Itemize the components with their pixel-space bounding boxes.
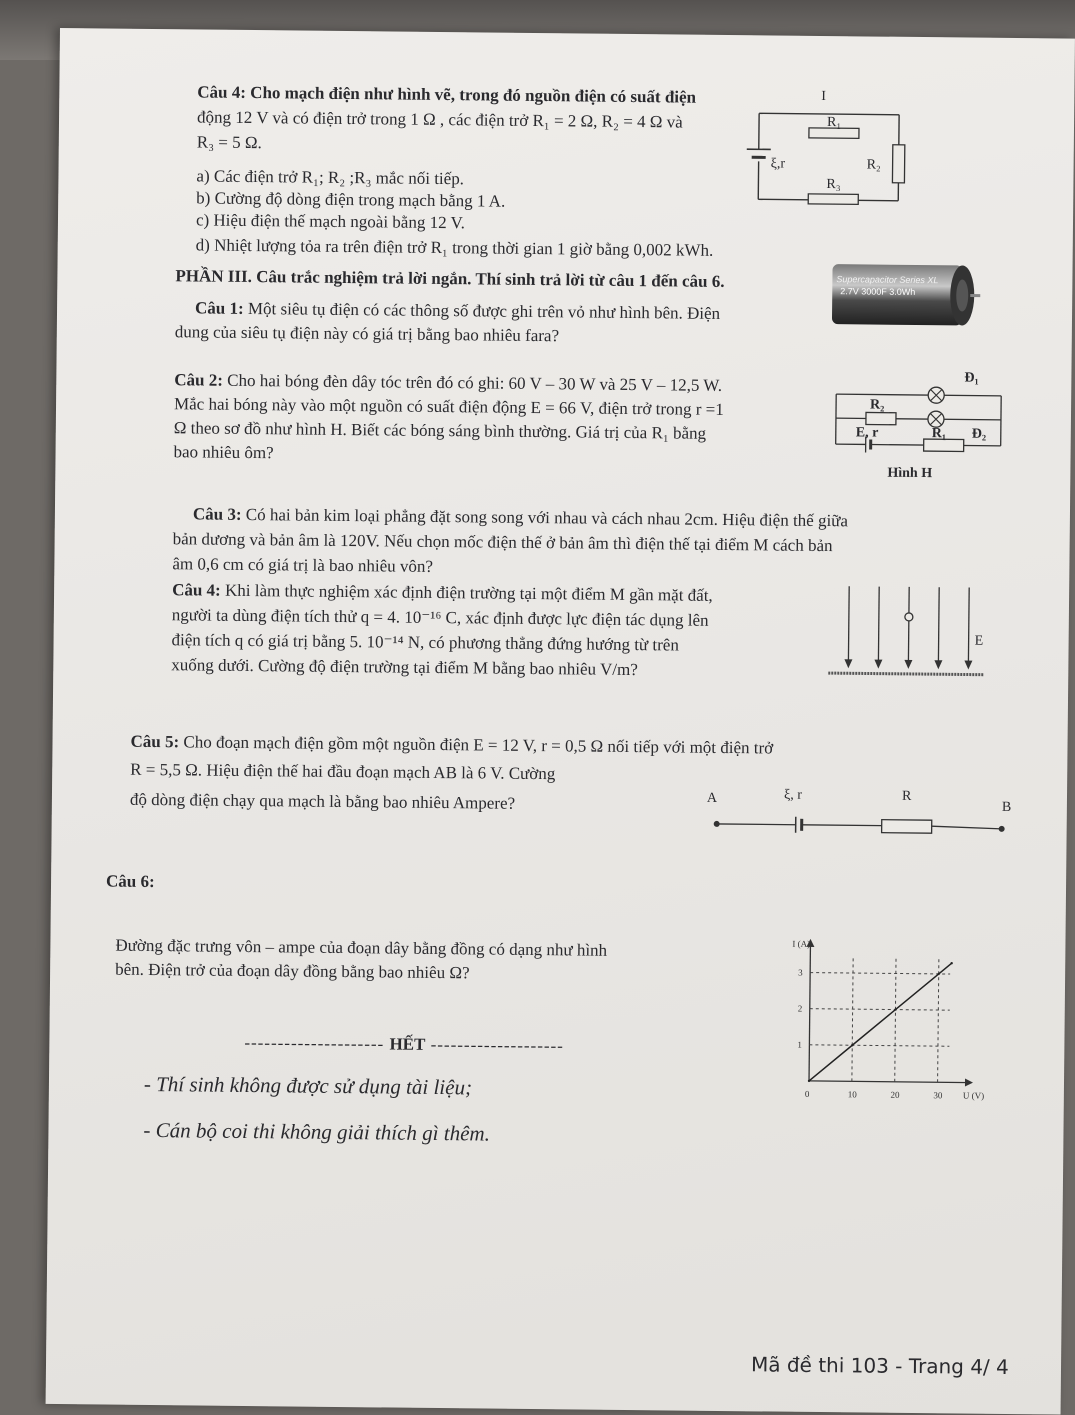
d2-label: Đ₂ (972, 427, 986, 442)
q4-line4: xuống dưới. Cường độ điện trường tại điểm M bằng bao nhiêu V/m? (171, 654, 638, 681)
x-tick-label: 20 (891, 1090, 901, 1100)
q2-line4: bao nhiêu ôm? (173, 441, 273, 464)
x-gridline (895, 958, 896, 1081)
resistor-r (882, 820, 932, 834)
x-axis-arrow (965, 1079, 973, 1087)
r2-label: R₂ (870, 398, 884, 413)
q4-prev-line1: Câu 4: Cho mạch điện như hình vẽ, trong đó nguồn điện có suất điện (197, 81, 696, 108)
ab-circuit-diagram (702, 780, 1023, 843)
point-a-label: A (707, 791, 718, 806)
field-label: E (975, 634, 984, 649)
x-tick-label: 10 (848, 1089, 858, 1099)
source-label: E, r (856, 425, 879, 440)
circuit-diagram-hinh-h (825, 366, 1016, 488)
x-tick-label: 0 (805, 1089, 810, 1099)
end-note-2: - Cán bộ coi thi không giải thích gì thêm. (143, 1117, 490, 1147)
ground-surface (828, 673, 983, 675)
resistor-r2 (892, 145, 904, 183)
y-gridline (810, 1009, 950, 1010)
q5-line3: độ dòng điện chạy qua mạch là bằng bao nhiêu Ampere? (130, 789, 515, 815)
va-characteristic-chart (769, 930, 981, 1102)
y-axis (809, 941, 810, 1081)
x-gridline (938, 959, 939, 1082)
q3-line1: Câu 3: Có hai bản kim loại phẳng đặt song song với nhau và cách nhau 2cm. Hiệu điện thế giữa (193, 503, 848, 532)
point-b-label: B (1002, 800, 1012, 815)
y-axis-label: I (A) (792, 939, 810, 949)
electric-field-diagram (828, 581, 989, 688)
end-note-1: - Thí sinh không được sử dụng tài liệu; (144, 1071, 472, 1100)
capacitor-series-label: Supercapacitor Series XL (836, 274, 938, 285)
exam-page (46, 28, 1075, 1415)
q4-line1: Câu 4: Khi làm thực nghiệm xác định điện trường tại một điểm M gần mặt đất, (172, 579, 713, 607)
q2-line3: Ω theo sơ đồ như hình H. Biết các bóng sáng bình thường. Giá trị của R₁ bằng (174, 417, 707, 445)
q6-label: Câu 6: (106, 871, 155, 894)
figure-caption: Hình H (887, 466, 932, 481)
d1-label: Đ₁ (964, 370, 978, 385)
q4-prev-option-c: c) Hiệu điện thế mạch ngoài bằng 12 V. (196, 209, 465, 234)
q4-prev-line2: động 12 V và có điện trở trong 1 Ω , các điện trở R₁ = 2 Ω, R₂ = 4 Ω và (197, 106, 683, 133)
source-label: ξ,r (771, 156, 786, 171)
source-label: ξ, r (784, 788, 802, 803)
end-title: HẾT (389, 1035, 425, 1054)
supercapacitor-image (822, 246, 983, 338)
x-axis (809, 1081, 971, 1083)
capacitor-rating-label: 2.7V 3000F 3.0Wh (840, 286, 915, 297)
q4-line3: điện tích q có giá trị bằng 5. 10⁻¹⁴ N, có phương thẳng đứng hướng từ trên (171, 629, 679, 656)
y-tick-label: 3 (798, 967, 803, 977)
resistor-r2 (866, 412, 896, 424)
q6-line2: bên. Điện trở của đoạn dây đồng bằng bao nhiêu Ω? (115, 959, 470, 985)
q4-prev-option-d: d) Nhiệt lượng tỏa ra trên điện trở R₁ trong thời gian 1 giờ bằng 0,002 kWh. (196, 234, 714, 261)
resistor-label: R (902, 789, 912, 804)
q1-line1: Câu 1: Một siêu tụ điện có các thông số được ghi trên vỏ như hình bên. Điện (195, 297, 720, 324)
part3-title: PHẦN III. Câu trắc nghiệm trả lời ngắn. (175, 266, 471, 288)
q6-line1: Đường đặc trưng vôn – ampe của đoạn dây bằng đồng có dạng như hình (115, 935, 607, 962)
q3-line3: âm 0,6 cm có giá trị là bao nhiêu vôn? (172, 553, 433, 578)
y-gridline (810, 973, 950, 974)
r3-label: R₃ (826, 177, 840, 192)
q2-line1: Câu 2: Cho hai bóng đèn dây tóc trên đó có ghi: 60 V – 30 W và 25 V – 12,5 W. (174, 369, 722, 397)
r2-label: R₂ (867, 157, 881, 172)
part3-instruction: Thí sinh trả lời từ câu 1 đến câu 6. (471, 269, 724, 291)
q5-line1: Câu 5: Cho đoạn mạch điện gồm một nguồn điện E = 12 V, r = 0,5 Ω nối tiếp với một điện trở (130, 731, 773, 760)
q4-prev-option-b: b) Cường độ dòng điện trong mạch bằng 1 A. (196, 187, 505, 212)
q2-line2: Mắc hai bóng này vào một nguồn có suất điện động E = 66 V, điện trở trong r =1 (174, 393, 724, 421)
terminal-a (714, 821, 720, 827)
q5-line2: R = 5,5 Ω. Hiệu điện thế hai đầu đoạn mạch AB là 6 V. Cường (130, 759, 555, 785)
q1-line2: dung của siêu tụ điện này có giá trị bằng bao nhiêu fara? (175, 321, 559, 347)
q3-line2: bản dương và bản âm là 120V. Nếu chọn mốc điện thế ở bản âm thì điện thế tại điểm M cách bản (173, 528, 833, 557)
q4-prev-option-a: a) Các điện trở R₁; R₂ ;R₃ mắc nối tiếp. (196, 165, 464, 190)
r1-label: R₁ (827, 115, 841, 130)
y-gridline (809, 1045, 949, 1046)
x-gridline (852, 958, 853, 1081)
test-charge-m (905, 613, 913, 621)
resistor-r3 (808, 194, 858, 205)
terminal-b (999, 826, 1005, 832)
series-line (809, 962, 952, 1083)
y-tick-label: 1 (797, 1040, 802, 1050)
series-circuit-diagram (748, 87, 929, 219)
x-tick-label: 30 (933, 1090, 943, 1100)
q4-prev-line3: R₃ = 5 Ω. (197, 131, 262, 154)
q4-line2: người ta dùng điện tích thử q = 4. 10⁻¹⁶ C, xác định được lực điện tác dụng lên (172, 604, 709, 632)
r1-label: R₁ (932, 426, 946, 441)
x-axis-label: U (V) (963, 1091, 984, 1101)
page-footer: Mã đề thi 103 - Trang 4/ 4 (751, 1353, 1009, 1378)
part3-heading (175, 265, 724, 293)
end-divider: --------------------- HẾT -------------------- (244, 1032, 564, 1057)
current-label: I (821, 89, 826, 104)
y-tick-label: 2 (798, 1004, 803, 1014)
